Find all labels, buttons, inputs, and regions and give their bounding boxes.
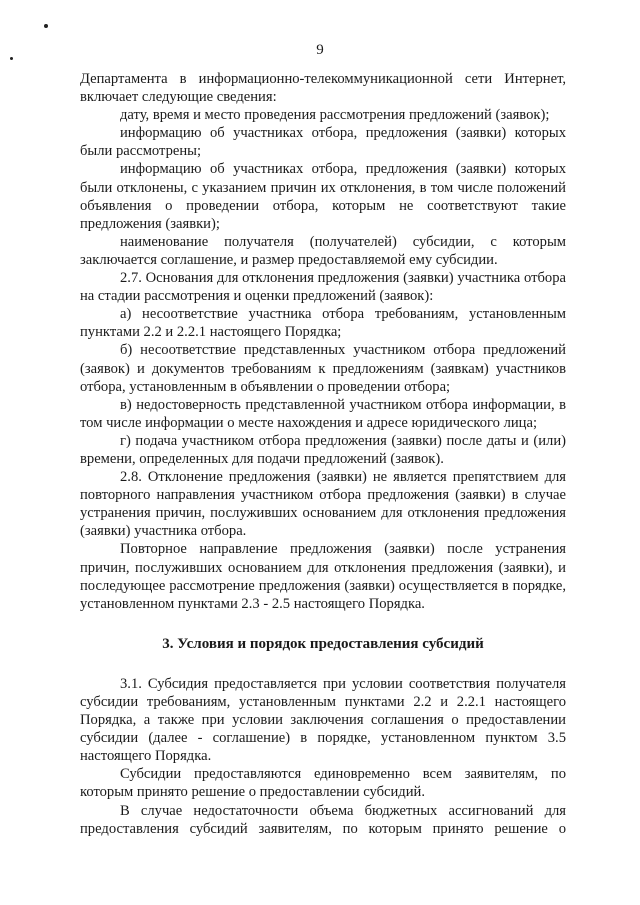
- paragraph: наименование получателя (получателей) субсидии, с которым заключается соглашение, и размер предоставляемой ему субсидии.: [80, 233, 566, 268]
- paragraph: информацию об участниках отбора, предложения (заявки) которых были рассмотрены;: [80, 125, 566, 160]
- paragraph: дату, время и место проведения рассмотрения предложений (заявок);: [120, 107, 550, 124]
- document-body: [80, 70, 566, 838]
- paragraph: В случае недостаточности объема бюджетных ассигнований для предоставления субсидий заявителям, по которым принято решение о: [80, 802, 566, 837]
- paragraph: информацию об участниках отбора, предложения (заявки) которых были отклонены, с указанием причин их отклонения, в том числе положений объявления о проведении отбора, которым не соответствуют такие предложения (заявки);: [80, 161, 566, 232]
- paragraph: 2.8. Отклонение предложения (заявки) не является препятствием для повторного направления участником отбора предложения (заявки) в случае устранения причин, послуживших основанием для отклонения предложения (заявки) участника отбора.: [80, 469, 566, 540]
- paragraph: б) несоответствие представленных участником отбора предложений (заявок) и документов требованиям к предложениям (заявкам) участников отбора, установленным в объявлении о проведении отбора;: [80, 342, 566, 395]
- paragraph: Субсидии предоставляются единовременно всем заявителям, по которым принято решение о предоставлении субсидий.: [80, 766, 566, 801]
- paragraph: а) несоответствие участника отбора требованиям, установленным пунктами 2.2 и 2.2.1 настоящего Порядка;: [80, 306, 566, 341]
- scan-speck-mark: [44, 24, 48, 28]
- paragraph: 2.7. Основания для отклонения предложения (заявки) участника отбора на стадии рассмотрения и оценки предложений (заявок):: [80, 270, 566, 305]
- page-number: 9: [316, 42, 324, 58]
- paragraph: в) недостоверность представленной участником отбора информации, в том числе информации о месте нахождения и адресе юридического лица;: [80, 396, 566, 431]
- paragraph: г) подача участником отбора предложения (заявки) после даты и (или) времени, определенных для подачи предложений (заявок).: [80, 432, 566, 467]
- paragraph: Департамента в информационно-телекоммуникационной сети Интернет, включает следующие сведения:: [80, 71, 566, 106]
- paragraph: 3.1. Субсидия предоставляется при условии соответствия получателя субсидии требованиям, установленным пунктами 2.2 и 2.2.1 настоящего Порядка, а также при условии заключения соглашения о предоставлении субсидии (далее - соглашение) в порядке, установленном пунктом 3.5 настоящего Порядка.: [80, 675, 566, 765]
- paragraph: Повторное направление предложения (заявки) после устранения причин, послуживших основанием для отклонения предложения (заявки), и последующее рассмотрение предложения (заявки) осуществляется в порядке, установленном пунктами 2.3 - 2.5 настоящего Порядка.: [80, 541, 566, 612]
- section-heading: 3. Условия и порядок предоставления субсидий: [162, 635, 484, 652]
